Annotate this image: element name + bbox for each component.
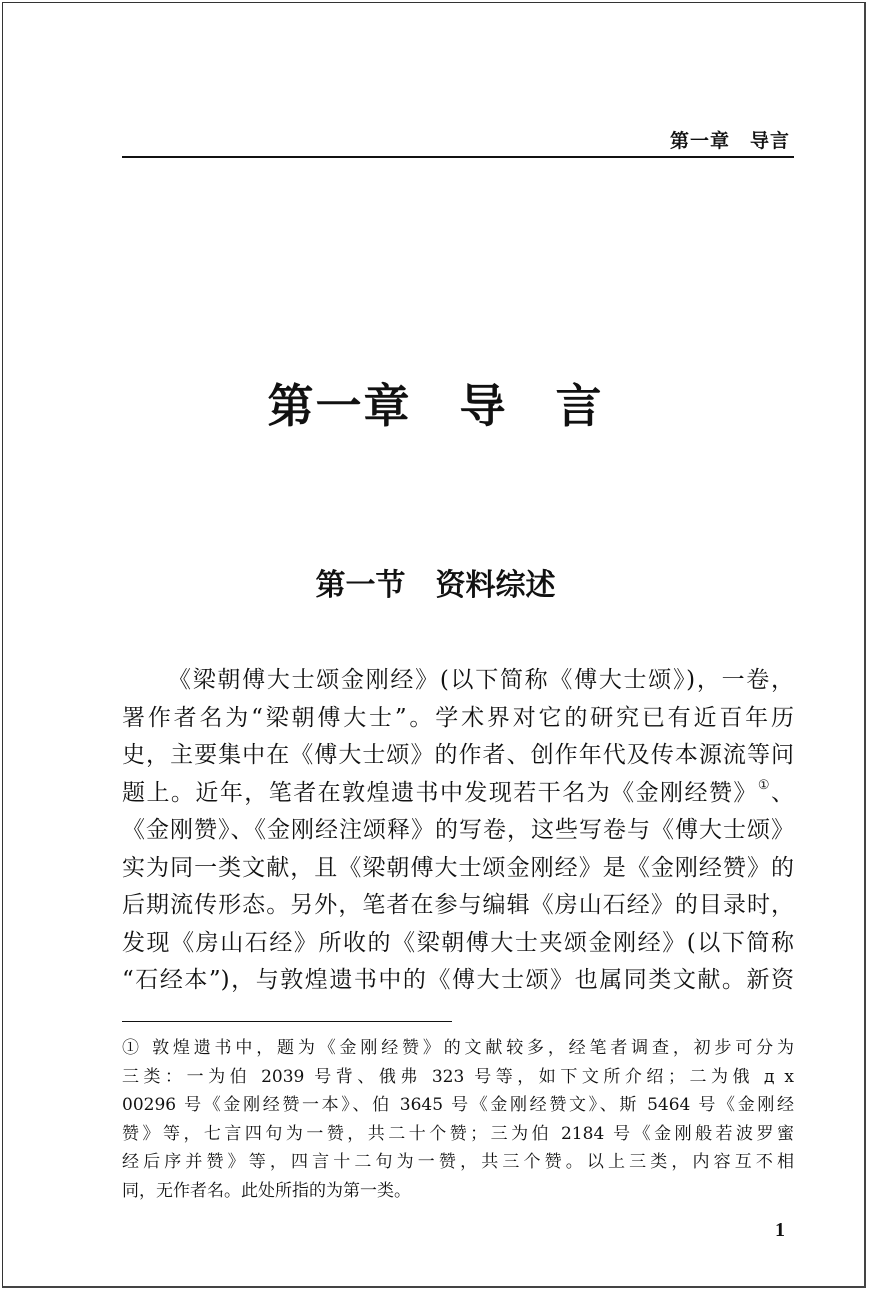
body-line: 史，主要集中在《傅大士颂》的作者、创作年代及传本源流等问 (122, 742, 794, 768)
body-line: 发现《房山石经》所收的《梁朝傅大士夹颂金刚经》(以下简称 (122, 929, 794, 956)
body-line: 署作者名为“梁朝傅大士”。学术界对它的研究已有近百年历 (122, 704, 794, 731)
footnote (122, 1034, 794, 1206)
footnote-line: 同，无作者名。此处所指的为第一类。 (122, 1180, 411, 1201)
footnote-line: 三类：一为伯 2039 号背、俄弗 323 号等，如下文所介绍；二为俄 д x (122, 1066, 794, 1087)
footnote-line: 赞》等，七言四句为一赞，共二十个赞；三为伯 2184 号《金刚般若波罗蜜 (122, 1123, 794, 1144)
section-title: 第一节 资料综述 (315, 568, 556, 603)
footnote-line: 00296 号《金刚经赞一本》、伯 3645 号《金刚经赞文》、斯 5464 号《金刚经 (122, 1095, 794, 1116)
footnote-divider (122, 1021, 452, 1022)
footnote-line: ① 敦煌遗书中，题为《金刚经赞》的文献较多，经笔者调查，初步可分为 (122, 1038, 794, 1058)
running-header-title: 第一章 导言 (669, 130, 790, 152)
body-line-text: 、 (771, 779, 795, 806)
body-text (122, 662, 794, 1000)
page-number: 1 (775, 1219, 785, 1241)
body-line: 后期流传形态。另外，笔者在参与编辑《房山石经》的目录时， (122, 892, 794, 918)
chapter-title: 第一章 导 言 (267, 379, 604, 433)
running-header (122, 126, 794, 158)
footnote-reference[interactable]: ① (757, 777, 772, 793)
body-line: 《金刚赞》、《金刚经注颂释》的写卷，这些写卷与《傅大士颂》 (122, 817, 794, 843)
body-line: 实为同一类文献，且《梁朝傅大士颂金刚经》是《金刚经赞》的 (122, 854, 794, 881)
body-line: “石经本”)，与敦煌遗书中的《傅大士颂》也属同类文献。新资 (122, 967, 794, 993)
body-line: 《梁朝傅大士颂金刚经》(以下简称《傅大士颂》)，一卷， (168, 667, 794, 693)
body-line-text: 题上。近年，笔者在敦煌遗书中发现若干名为《金刚经赞》 (122, 779, 758, 806)
footnote-line: 经后序并赞》等，四言十二句为一赞，共三个赞。以上三类，内容互不相 (122, 1152, 794, 1173)
body-line-with-footnote (122, 775, 794, 813)
